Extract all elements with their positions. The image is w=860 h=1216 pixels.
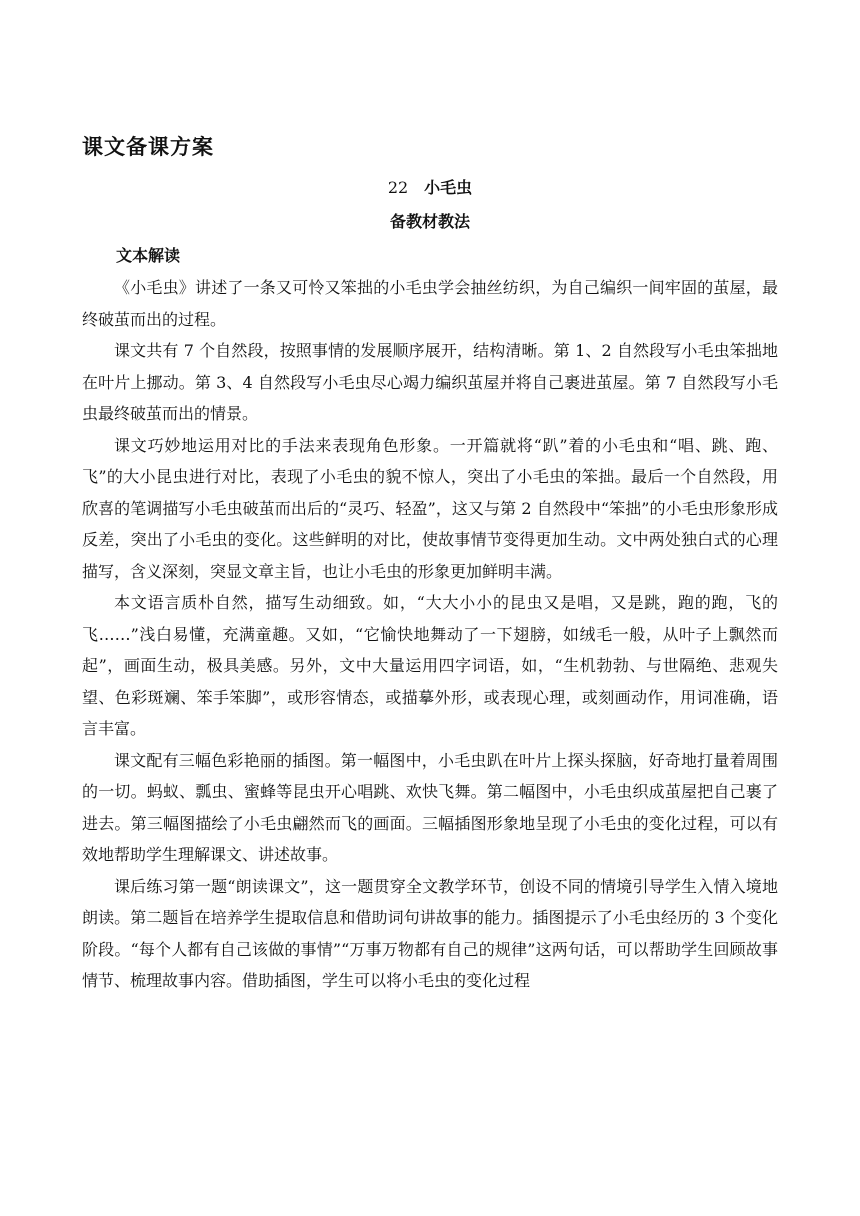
paragraph-3: 课文巧妙地运用对比的手法来表现角色形象。一开篇就将“趴”着的小毛虫和“唱、跳、跑、飞”的大小昆虫进行对比，表现了小毛虫的貌不惊人，突出了小毛虫的笨拙。最后一个自然段，用欣喜的笔调描写小毛虫破茧而出后的“灵巧、轻盈”，这又与第 2 自然段中“笨拙”的小毛虫形象形成反差，突出了小毛虫的变化。这些鲜明的对比，使故事情节变得更加生动。文中两处独白式的心理描写，含义深刻，突显文章主旨，也让小毛虫的形象更加鲜明丰满。 [82,435,778,581]
paragraph-2: 课文共有 7 个自然段，按照事情的发展顺序展开，结构清晰。第 1、2 自然段写小毛虫笨拙地在叶片上挪动。第 3、4 自然段写小毛虫尽心竭力编织茧屋并将自己裹进茧屋。第 7 自然段写小毛虫最终破茧而出的情景。 [82,341,778,423]
lesson-name: 小毛虫 [424,178,473,197]
document-title: 课文备课方案 [82,135,214,159]
lesson-heading [0,175,860,198]
section-title: 备教材教法 [389,212,470,231]
paragraph-1: 《小毛虫》讲述了一条又可怜又笨拙的小毛虫学会抽丝纺织，为自己编织一间牢固的茧屋，最终破茧而出的过程。 [82,278,778,329]
paragraph-6: 课后练习第一题“朗读课文”，这一题贯穿全文教学环节，创设不同的情境引导学生入情入境地朗读。第二题旨在培养学生提取信息和借助词句讲故事的能力。插图提示了小毛虫经历的 3 个变化阶段。“每个人都有自己该做的事情”“万事万物都有自己的规律”这两句话，可以帮助学生回顾故事情节、梳理故事内容。借助插图，学生可以将小毛虫的变化过程 [82,876,778,990]
subsection-title: 文本解读 [116,246,181,265]
body-text [82,272,778,997]
lesson-number: 22 [387,178,409,197]
paragraph-5: 课文配有三幅色彩艳丽的插图。第一幅图中，小毛虫趴在叶片上探头探脑，好奇地打量着周围的一切。蚂蚁、瓢虫、蜜蜂等昆虫开心唱跳、欢快飞舞。第二幅图中，小毛虫织成茧屋把自己裹了进去。第三幅图描绘了小毛虫翩然而飞的画面。三幅插图形象地呈现了小毛虫的变化过程，可以有效地帮助学生理解课文、讲述故事。 [82,750,778,864]
paragraph-4: 本文语言质朴自然，描写生动细致。如，“大大小小的昆虫又是唱，又是跳，跑的跑，飞的飞……”浅白易懂，充满童趣。又如，“它愉快地舞动了一下翅膀，如绒毛一般，从叶子上飘然而起”，画面生动，极具美感。另外，文中大量运用四字词语，如，“生机勃勃、与世隔绝、悲观失望、色彩斑斓、笨手笨脚”，或形容情态，或描摹外形，或表现心理，或刻画动作，用词准确，语言丰富。 [82,593,778,738]
